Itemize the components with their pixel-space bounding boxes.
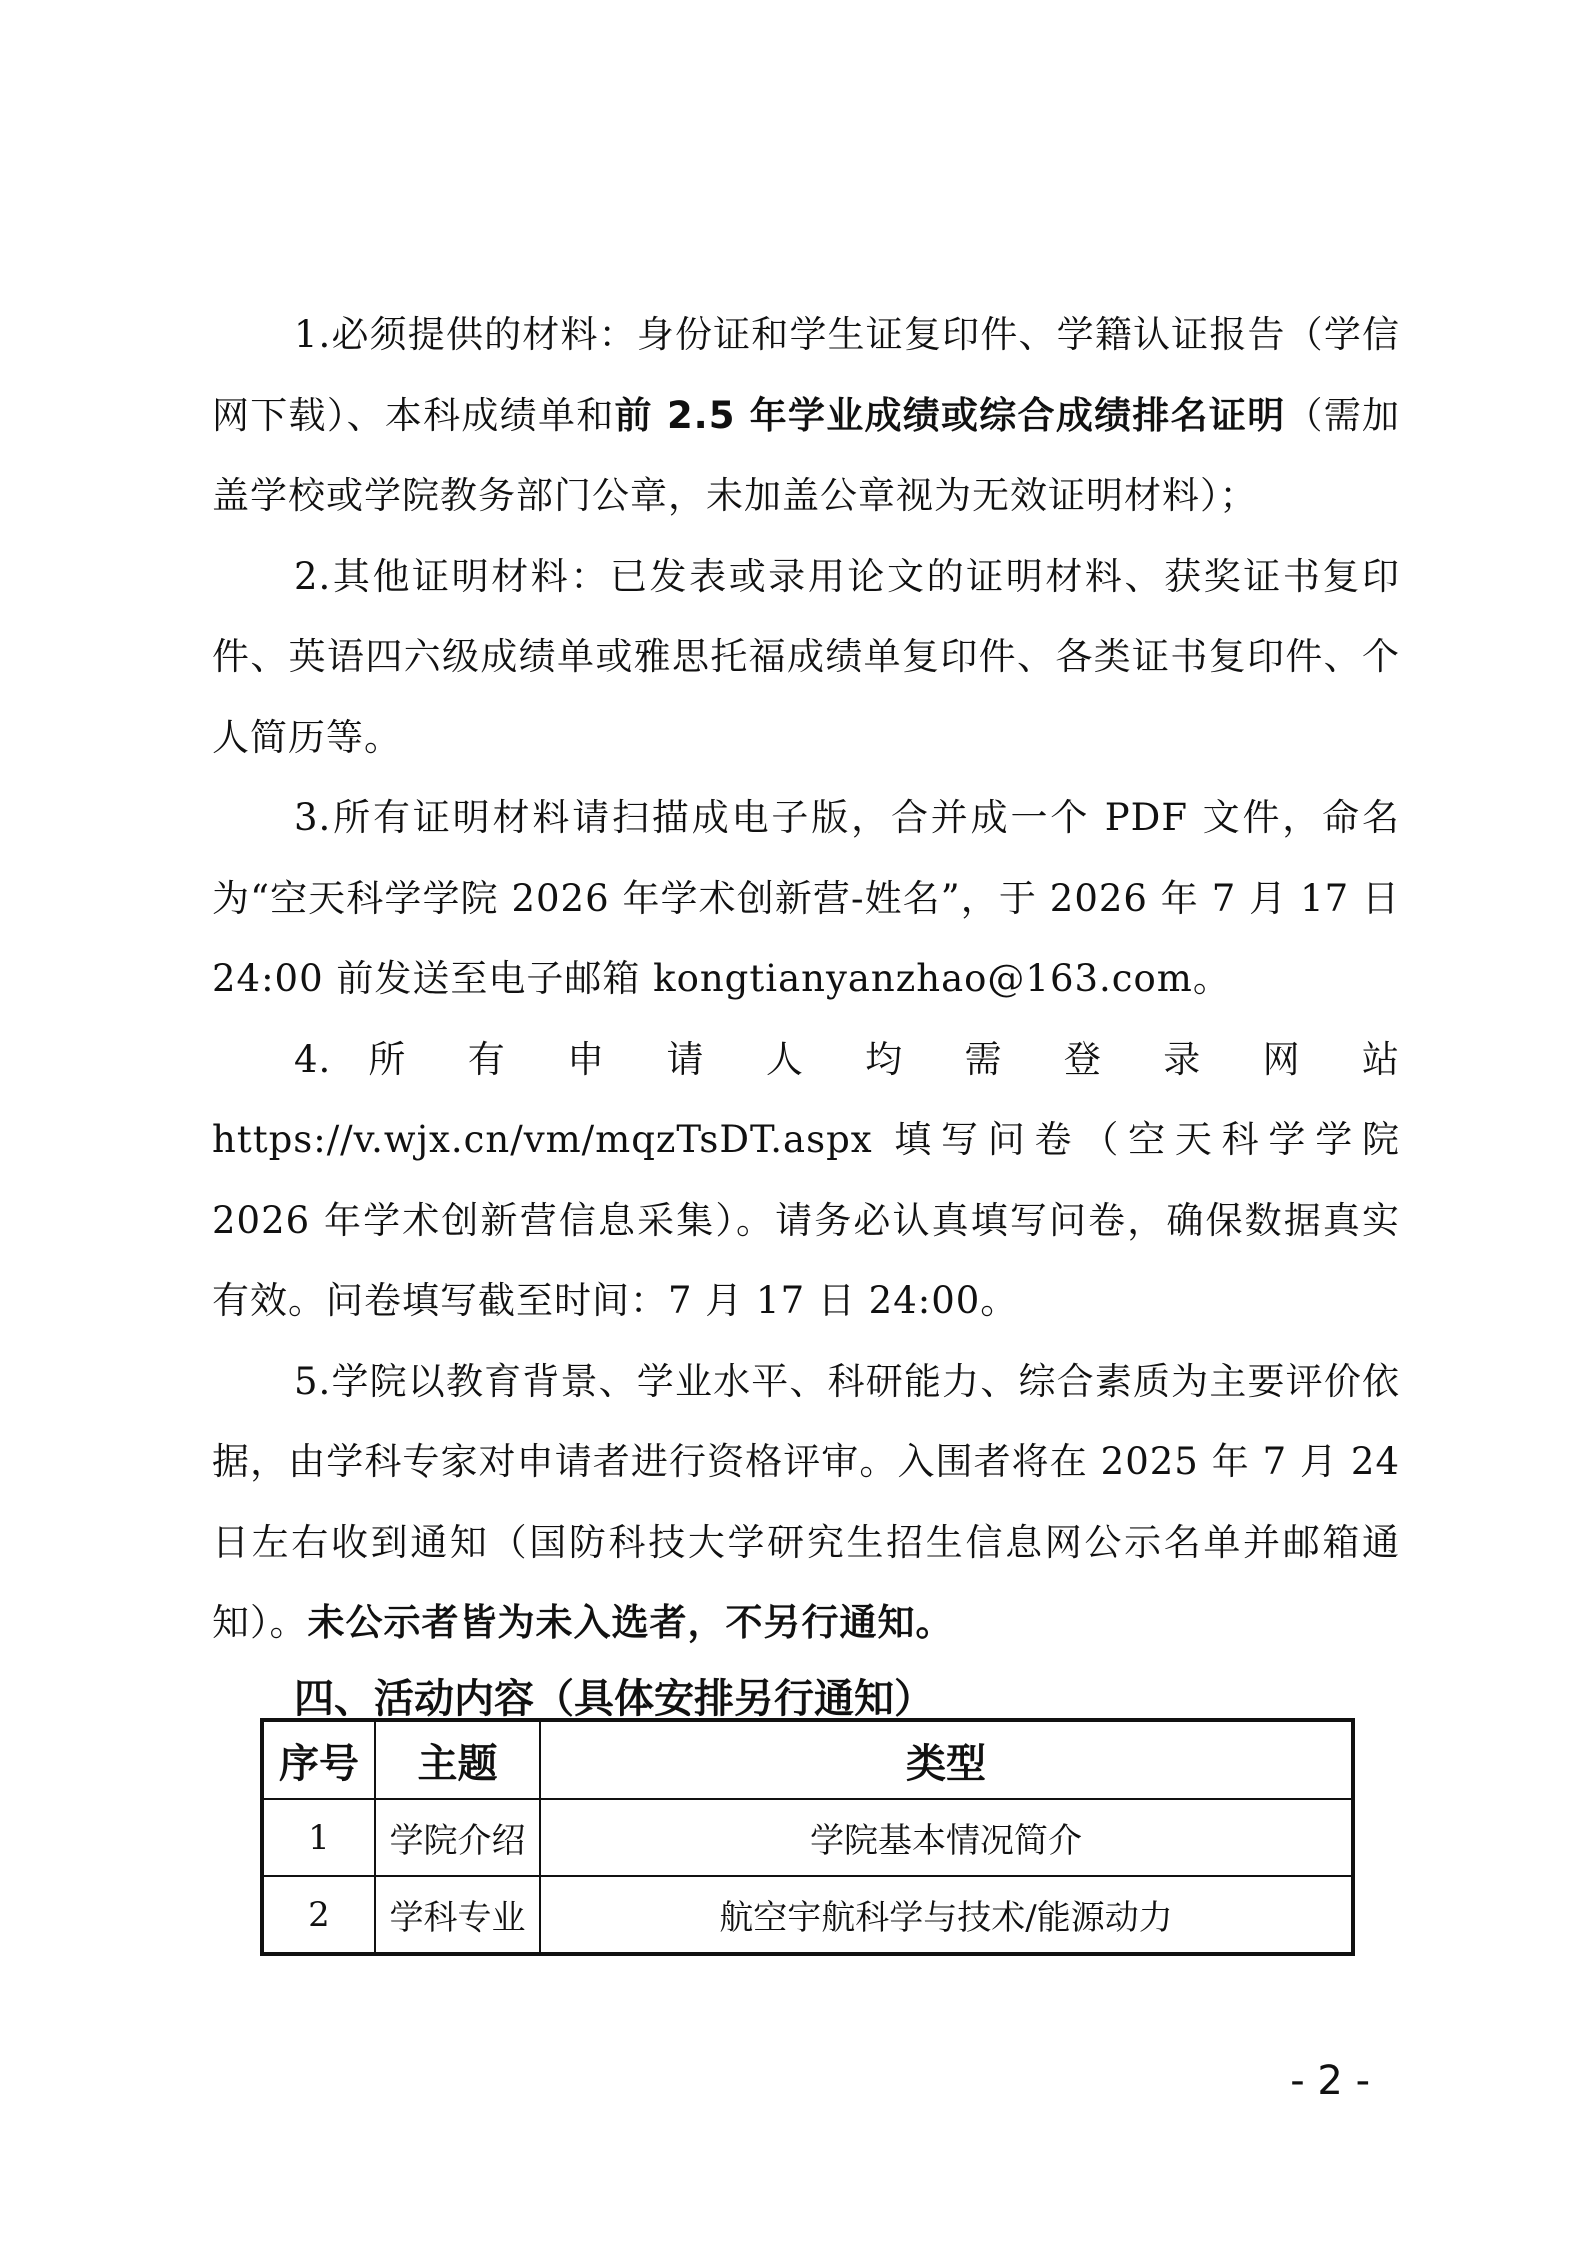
- item-5-text: 5.学院以教育背景、学业水平、科研能力、综合素质为主要评价依据，由学科专家对申请者进行资格评审。入围者将在 2025 年 7 月 24 日左右收到通知（国防科技大学研究生招生信息网公示名单并邮箱通知）。: [212, 1359, 1400, 1644]
- item-5-bold-text: 未公示者皆为未入选者，不另行通知。: [307, 1601, 954, 1644]
- page-number: - 2 -: [1290, 2058, 1370, 2104]
- header-topic: 主题: [375, 1720, 540, 1799]
- item-4-questionnaire: https://v.wjx.cn/vm/mqzTsDT.aspx 填写问卷（空天科学学院 2026 年学术创新营信息采集）。请务必认真填写问卷，确保数据真实有效。问卷填写截至时间：7 月 17 日 24:00。: [212, 1118, 1400, 1322]
- item-1-required-materials: [212, 295, 1400, 537]
- item-1-text: 1.必须提供的材料：身份证和学生证复印件、学籍认证报告（学信网下载）、本科成绩单和: [212, 313, 1400, 437]
- cell-type: 学院基本情况简介: [540, 1799, 1353, 1876]
- item-2-other-materials: 2.其他证明材料：已发表或录用论文的证明材料、获奖证书复印件、英语四六级成绩单或雅思托福成绩单复印件、各类证书复印件、个人简历等。: [212, 554, 1400, 759]
- item-1-bold-text: 前 2.5 年学业成绩或综合成绩排名证明: [614, 393, 1286, 437]
- cell-number: 1: [262, 1799, 375, 1876]
- table-row: [262, 1799, 1353, 1876]
- activity-table: [260, 1718, 1355, 1956]
- table-header-row: [262, 1720, 1353, 1799]
- section-title-activity: 四、活动内容（具体安排另行通知）: [294, 1675, 934, 1722]
- item-3-submission: 3.所有证明材料请扫描成电子版，合并成一个 PDF 文件，命名为“空天科学学院 2026 年学术创新营-姓名”，于 2026 年 7 月 17 日 24:00 前发送至电子邮箱 kongtianyanzhao@163.com。: [212, 796, 1400, 1000]
- cell-number: 2: [262, 1876, 375, 1954]
- item-4-line-1: 4. 所 有 申 请 人 均 需 登 录 网 站: [294, 1037, 1400, 1081]
- header-number: 序号: [262, 1720, 375, 1799]
- document-body: [212, 295, 1400, 1734]
- cell-type: 航空宇航科学与技术/能源动力: [540, 1876, 1353, 1954]
- cell-topic: 学科专业: [375, 1876, 540, 1954]
- table-row: [262, 1876, 1353, 1954]
- cell-topic: 学院介绍: [375, 1799, 540, 1876]
- item-1-suffix: （需加盖学校或学院教务部门公章，未加盖公章视为无效证明材料）；: [212, 393, 1401, 517]
- header-type: 类型: [540, 1720, 1353, 1799]
- item-5-evaluation: [212, 1342, 1400, 1664]
